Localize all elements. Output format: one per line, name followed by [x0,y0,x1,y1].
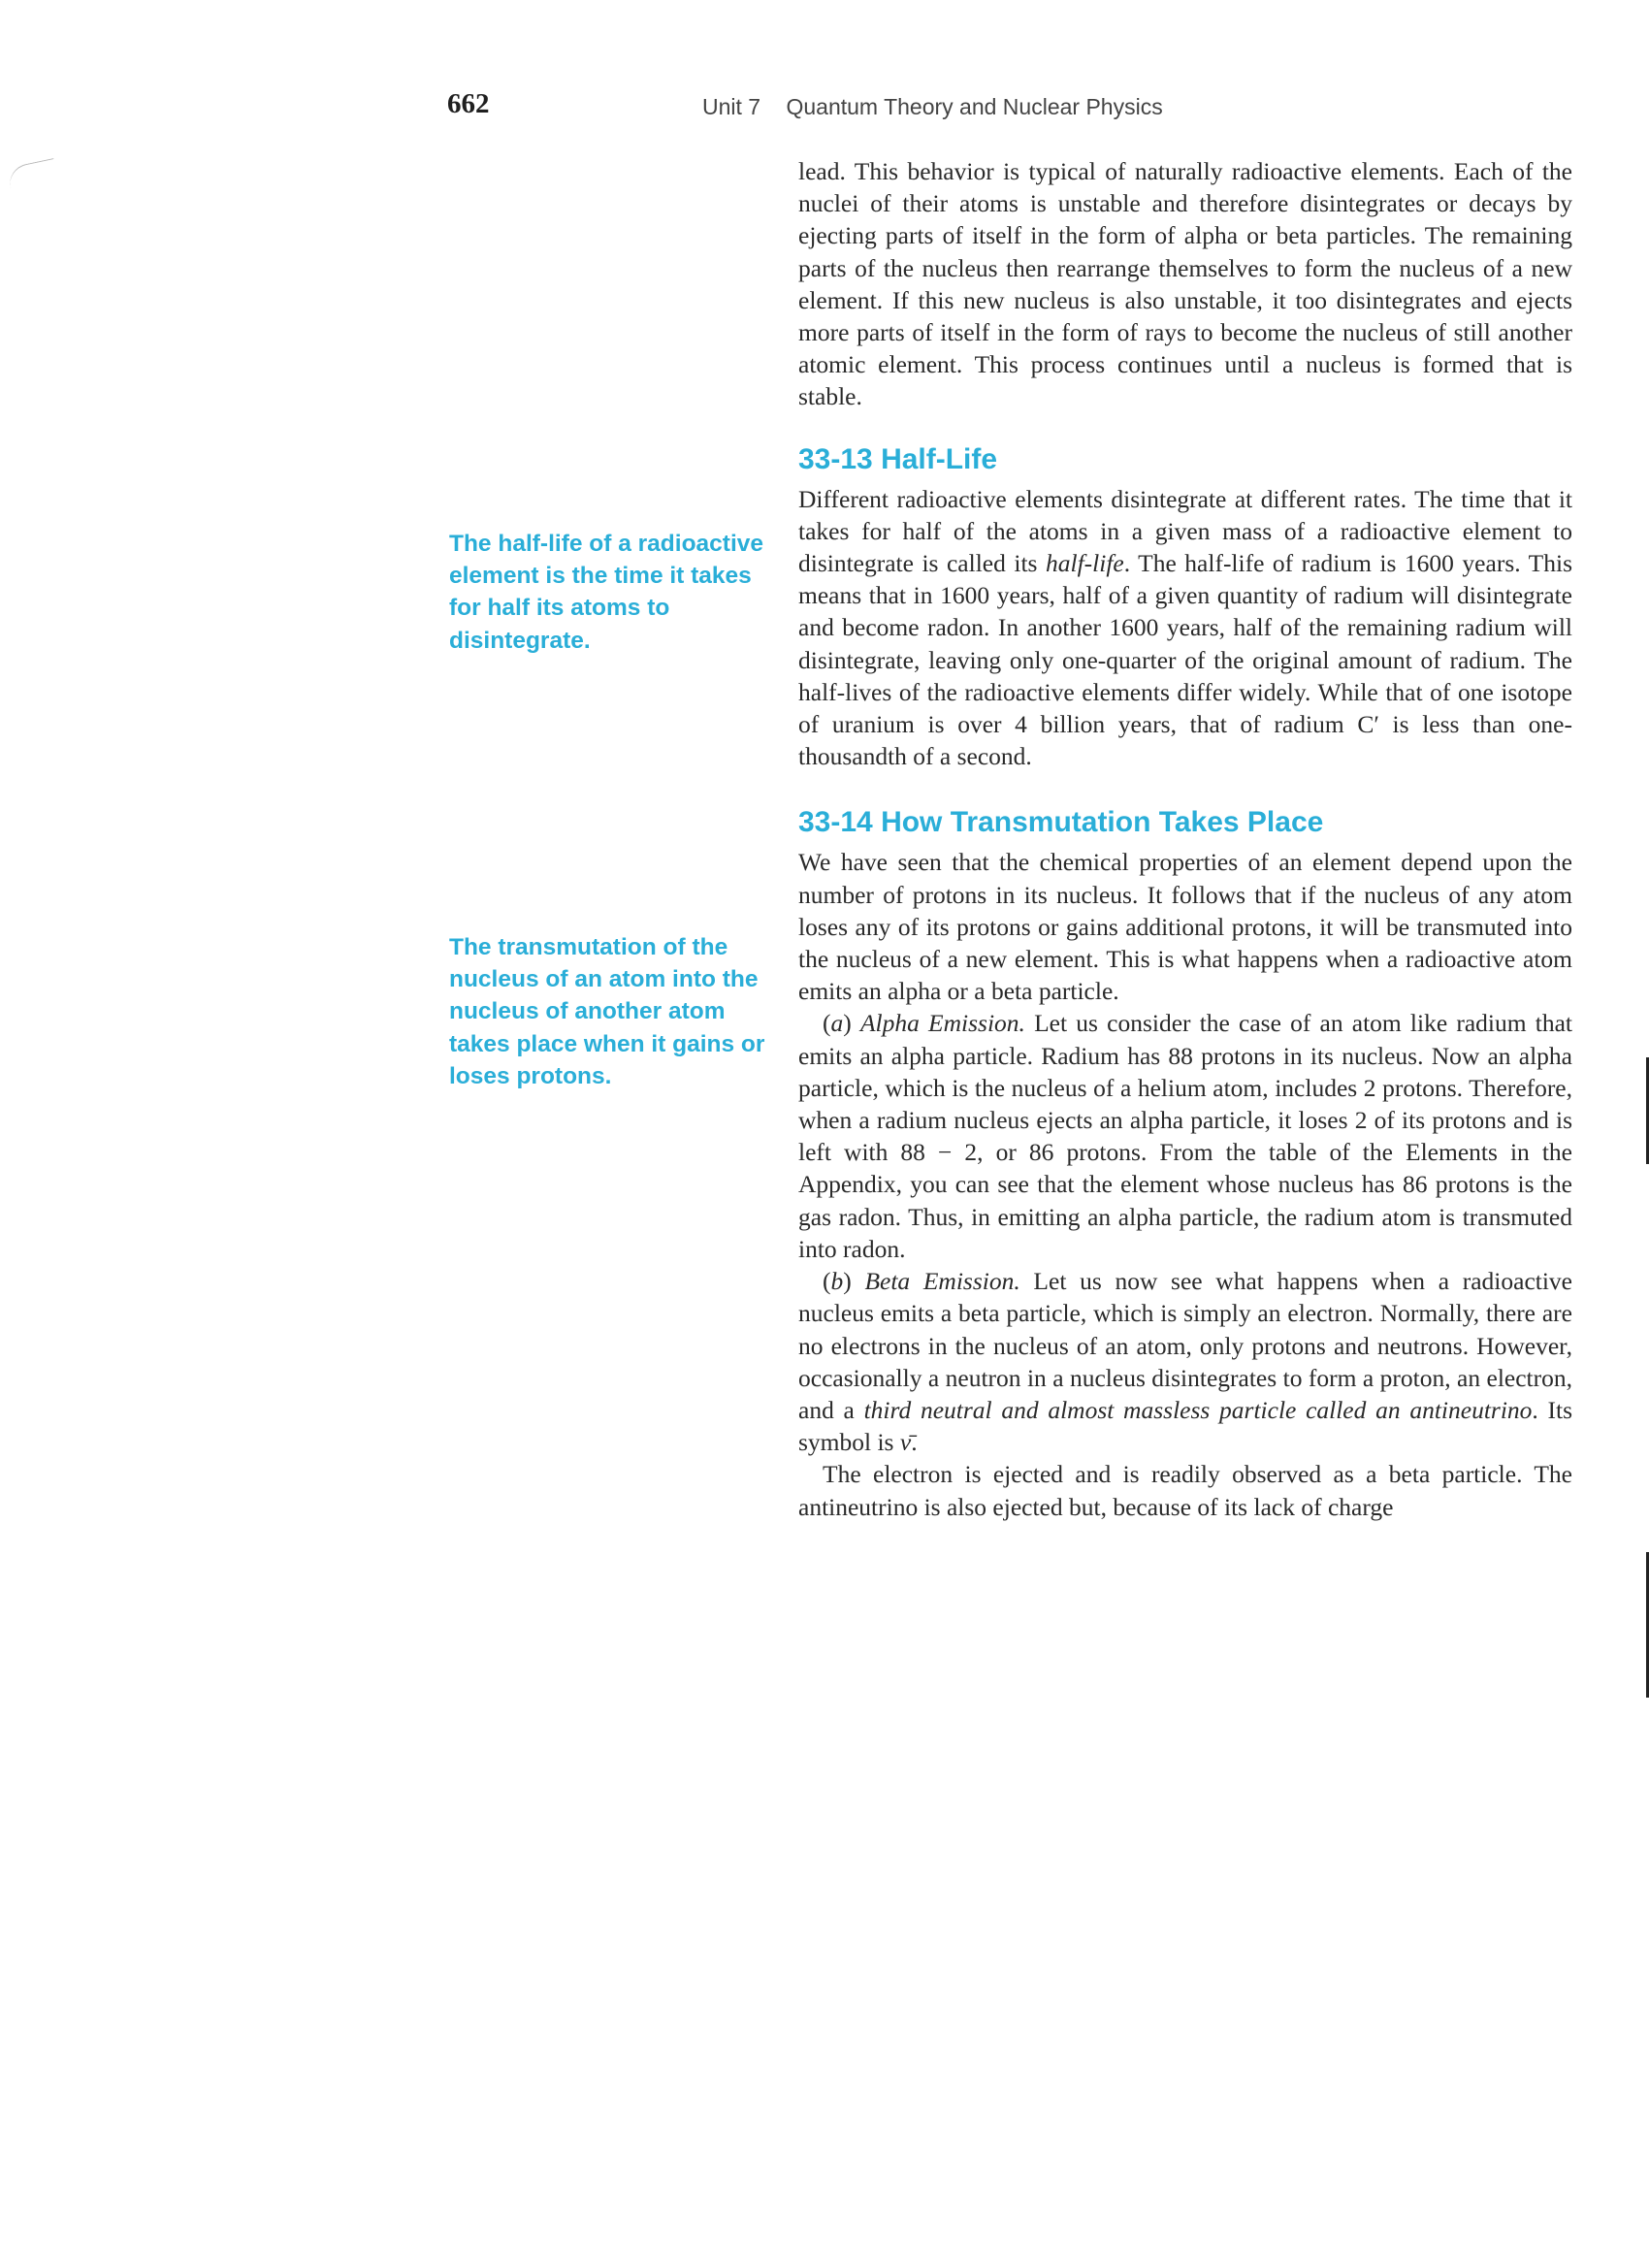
alpha-emission-title: Alpha Emission. [859,1009,1025,1038]
alpha-emission-paragraph [798,1007,1572,1265]
text-segment: . Its symbol is [798,1395,1573,1457]
final-paragraph: The electron is ejected and is readily observed as a beta particle. The antineutrino is also ejected but, because of its lack of charge [798,1460,1572,1521]
text-segment: ( [823,1009,831,1038]
margin-note-half-life: The half-life of a radioactive element is the time it takes for half its atoms to disintegrate. [449,531,764,654]
text-segment: Let us now see what happens when a radioactive nucleus emits a beta particle, which is simply an electron. Normally, there are no electrons in the nucleus of an atom, only protons and neutrons. However, occasionally a neutron in a nucleus disintegrates to form a proton, an electron, and a [798,1267,1573,1424]
section-heading-half-life: 33-13 Half-Life [798,442,998,475]
antineutrino-symbol: ν̄ [899,1428,912,1457]
unit-label: Unit 7 [702,94,761,119]
page-number: 662 [447,88,490,119]
text-segment: . [911,1428,918,1457]
margin-note-transmutation: The transmutation of the nucleus of an atom into the nucleus of another atom takes place when it gains or loses protons. [449,934,765,1089]
term-half-life: half-life [1045,549,1124,578]
running-head [702,94,1163,120]
main-text-column [798,155,1572,1523]
item-letter: a [830,1009,844,1038]
half-life-paragraph [798,483,1572,773]
beta-emission-paragraph [798,1265,1572,1458]
item-letter: b [830,1267,844,1296]
beta-emission-title: Beta Emission. [864,1267,1020,1296]
chapter-title: Quantum Theory and Nuclear Physics [786,94,1163,119]
text-segment: ( [823,1267,831,1296]
text-segment: Different radioactive elements disintegrate at different rates. The time that it takes for half of the atoms in a given mass of a radioactive element to disintegrate is called its [798,484,1572,578]
term-antineutrino: third neutral and almost massless particle called an antineutrino [863,1395,1533,1424]
intro-paragraph: lead. This behavior is typical of naturally radioactive elements. Each of the nuclei of their atoms is unstable and therefore disintegrates or decays by ejecting parts of itself in the form of alpha or beta particles. The remaining parts of the nucleus then rearrange themselves to form the nucleus of a new element. If this new nucleus is also unstable, it too disintegrates and ejects more parts of itself in the form of rays to become the nucleus of still another atomic element. This process continues until a nucleus is formed that is stable. [798,157,1572,411]
text-segment: ) [843,1267,865,1296]
text-segment: . The half-life of radium is 1600 years. This means that in 1600 years, half of a given quantity of radium will disintegrate and become radon. In another 1600 years, half of the remaining radium will disintegrate, leaving only one-quarter of the original amount of radium. The half-lives of the radioactive elements differ widely. While that of one isotope of uranium is over 4 billion years, that of radium C′ is less than one-thousandth of a second. [798,549,1572,771]
text-segment: Let us consider the case of an atom like radium that emits an alpha particle. Radium has 88 protons in its nucleus. Now an alpha particle, which is the nucleus of a helium atom, includes 2 protons. Therefore, when a radium nucleus ejects an alpha particle, it loses 2 of its protons and is left with 88 − 2, or 86 protons. From the table of the Elements in the Appendix, you can see that the element whose nucleus has 86 protons is the gas radon. Thus, in emitting an alpha particle, the radium atom is transmuted into radon. [798,1009,1573,1263]
section-heading-transmutation: 33-14 How Transmutation Takes Place [798,806,1324,839]
scan-artifact-mark [6,158,57,188]
text-segment: ) [843,1009,860,1038]
transmutation-intro-paragraph: We have seen that the chemical properties of an element depend upon the number of protons in its nucleus. It follows that if the nucleus of any atom loses any of its protons or gains additional protons, it will be transmuted into the nucleus of a new element. This is what happens when a radioactive atom emits an alpha or a beta particle. [798,848,1572,1006]
